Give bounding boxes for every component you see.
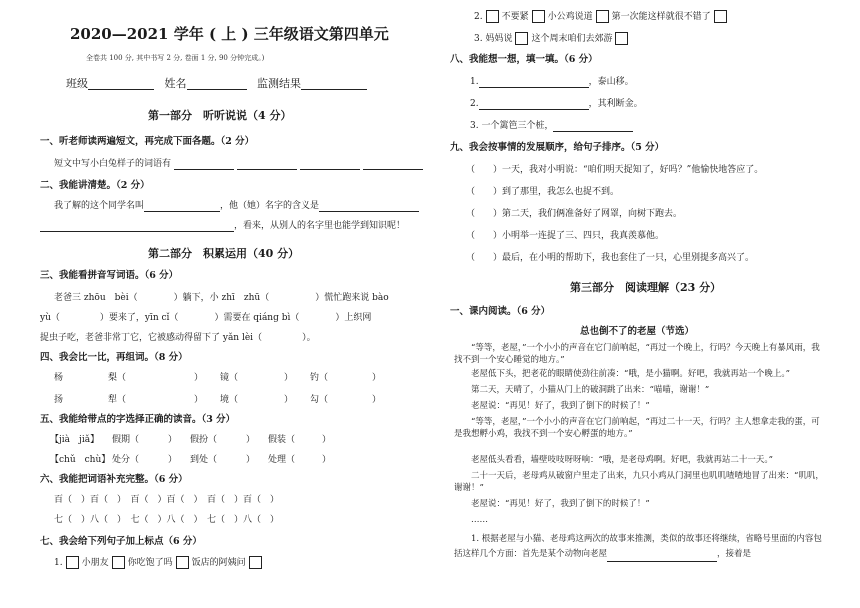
punctuation-box[interactable] [532, 10, 545, 23]
q4-paren: ） [194, 373, 204, 383]
answer-blank[interactable] [237, 159, 297, 170]
passage-paragraph: 老屋说：“再见！好了，我到了倒下的时候了！” [471, 499, 650, 509]
passage-paragraph: “等等，老屋，”一个小小的声音在它门前响起，“再过二十一天，行吗？主人想拿走我的蛋，可是我想孵小鸡，我找不到一个安心孵蛋的地方。” [454, 417, 820, 439]
result-label: 监测结果 [257, 77, 301, 90]
passage-paragraph: 老屋说：“再见！好了，我到了倒下的时候了！” [471, 401, 650, 411]
q2-text-b: ，他（她）名字的含义是 [220, 201, 320, 211]
q5-paren: ） [322, 455, 332, 465]
q7-heading: 七、我会给下列句子加上标点（6 分） [40, 536, 202, 547]
passage-paragraph: 第二天，天晴了，小猫从门上的破洞跳了出来：“喵喵，谢谢！” [471, 385, 710, 395]
q3-line2 [40, 312, 371, 324]
q4-char: 犁（ [108, 395, 127, 405]
q7-text: 不要紧 [501, 12, 529, 22]
q5-paren: ） [246, 435, 256, 445]
answer-blank[interactable] [319, 201, 419, 212]
passage-title: 总也倒不了的老屋（节选） [580, 326, 695, 337]
q4-char: 勾（ [310, 395, 329, 405]
name-label: 姓名 [164, 77, 187, 90]
q5-row2 [50, 454, 332, 466]
q3-text: ）慌忙跑来说 bào [315, 293, 389, 303]
q3-text: ）。 [302, 333, 316, 343]
q5-row1 [50, 434, 332, 446]
part2-title: 第二部分 积累运用（40 分） [148, 247, 300, 260]
q7-number: 1. [54, 558, 63, 568]
q5-paren: ） [322, 435, 332, 445]
q7-item2 [474, 10, 730, 23]
punctuation-box[interactable] [176, 556, 189, 569]
q4-paren: ） [284, 373, 294, 383]
answer-blank[interactable] [363, 159, 423, 170]
q3-line3 [40, 332, 316, 344]
punctuation-box[interactable] [249, 556, 262, 569]
q3-text: ）需要在 qiáng bì（ [214, 313, 300, 323]
q8-item3 [470, 120, 633, 132]
q7-text: 饭店的阿姨问 [191, 558, 246, 568]
punctuation-box[interactable] [596, 10, 609, 23]
question-text: ，接着是 [717, 549, 752, 559]
q9-heading: 九、我会按事情的发展顺序，给句子排序。（5 分） [450, 142, 665, 153]
q8-item1 [470, 76, 634, 88]
q3-heading: 三、我能看拼音写词语。（6 分） [40, 270, 179, 281]
q2-line2 [40, 220, 405, 232]
answer-blank[interactable] [40, 221, 234, 232]
q3-text: ）上织网 [335, 313, 372, 323]
q5-paren: ） [168, 435, 178, 445]
q5-paren: ） [168, 455, 178, 465]
q1-text: 短文中写小白兔样子的词语有 [54, 159, 172, 169]
answer-blank[interactable] [553, 121, 633, 132]
q4-char: 境（ [220, 395, 239, 405]
q9-item: （ ）到了那里，我怎么也捉不到。 [466, 187, 620, 197]
punctuation-box[interactable] [66, 556, 79, 569]
punctuation-box[interactable] [515, 32, 528, 45]
q7-item3 [474, 32, 631, 45]
q9-item: （ ）小明举一连捉了三、四只，我真羡慕他。 [466, 231, 665, 241]
q4-char: 梨（ [108, 373, 127, 383]
q9-item: （ ）一天，我对小明说：“咱们明天捉知了，好吗？”他愉快地答应了。 [466, 165, 764, 175]
exam-title: 2020—2021 学年 ( 上 ) 三年级语文第四单元 [70, 25, 389, 43]
q3-text: ）要来了，yīn cǐ（ [99, 313, 179, 323]
exam-note: 全卷共 100 分, 其中书写 2 分, 卷面 1 分, 90 分钟完成。) [86, 54, 265, 62]
q7-text: 小朋友 [81, 558, 109, 568]
passage-paragraph: 老屋低下头，把老花的眼睛使劲往前凑：“哦，是小猫啊。好吧，我就再站一个晚上。” [471, 369, 790, 379]
q5-paren: ） [246, 455, 256, 465]
q1-heading: 一、听老师读两遍短文，再完成下面各题。（2 分） [40, 136, 255, 147]
q5-heading: 五、我能给带点的字选择正确的读音。（3 分） [40, 414, 236, 425]
q8-heading: 八、我能想一想，填一填。（6 分） [450, 54, 598, 65]
q9-item: （ ）第二天，我们俩准备好了网罩，向树下跑去。 [466, 209, 683, 219]
reading-question-1 [454, 532, 828, 562]
q4-char: 杨 [54, 373, 64, 383]
answer-blank[interactable] [144, 201, 220, 212]
answer-blank[interactable] [174, 159, 234, 170]
q2-text-a: 我了解的这个同学名叫 [54, 201, 145, 211]
answer-blank[interactable] [479, 99, 589, 110]
q8-text: 3. 一个篱笆三个桩， [470, 121, 554, 131]
q5-word: 到处（ [190, 455, 218, 465]
name-field[interactable] [187, 79, 247, 90]
answer-blank[interactable] [300, 159, 360, 170]
q9-item: （ ）最后，在小明的帮助下，我也套住了一只，心里别提多高兴了。 [466, 253, 755, 263]
q3-text: ）躺下，小 zhī zhū（ [173, 293, 270, 303]
student-info-row [66, 78, 367, 90]
q4-row1 [54, 372, 394, 384]
q2-text-c: ，看来，从别人的名字里也能学到知识呢！ [234, 221, 406, 231]
q1-line [54, 158, 423, 170]
q7-number: 2. [474, 12, 483, 22]
q5-word: 假期（ [112, 435, 140, 445]
q4-heading: 四、我会比一比，再组词。（8 分） [40, 352, 188, 363]
q8-item2 [470, 98, 643, 110]
q4-row2 [54, 394, 394, 406]
q3-text: yù（ [40, 313, 60, 323]
q3-text: 老爸三 zhōu bèi（ [54, 293, 138, 303]
part3-title: 第三部分 阅读理解（23 分） [570, 281, 722, 294]
q7-text: 这个周末咱们去郊游 [531, 34, 613, 44]
q4-paren: ） [194, 395, 204, 405]
q8-number: 2. [470, 99, 479, 109]
right-page [430, 0, 860, 608]
class-field[interactable] [88, 79, 154, 90]
answer-blank[interactable] [607, 551, 717, 562]
q5-word: 假扮（ [190, 435, 218, 445]
q4-paren: ） [372, 395, 382, 405]
q3-text: 捉虫子吃，老爸非常丁它，它被感动得留下了 yǎn lèi（ [40, 333, 263, 343]
q5-word: 假装（ [268, 435, 296, 445]
q3-line1 [54, 292, 389, 304]
q6-row1: 百（ ）百（ ） 百（ ）百（ ） 百（ ）百（ ） [54, 495, 280, 505]
q7-text: 第一次能这样就很不错了 [611, 12, 711, 22]
passage-paragraph: 老屋低头看看，墙壁吱吱呀呀响：“哦，是老母鸡啊。好吧，我就再站二十一天。” [471, 455, 773, 465]
reading-heading: 一、课内阅读。（6 分） [450, 306, 551, 317]
question-text: 1. 根据老屋与小猫、老母鸡这两次的故事来推测，类似的故事还将继续，省略号里面的内容包括这样几个方面：首先是某个动物向老屋 [454, 534, 822, 559]
passage-paragraph: 二十一天后，老母鸡从破窗户里走了出来，九只小鸡从门洞里也叽叽喳喳地冒了出来：“叽叽，谢谢！” [454, 471, 824, 493]
q5-options: 【chǔ chù】 [50, 455, 111, 465]
q4-paren: ） [372, 373, 382, 383]
passage-ellipsis: …… [471, 515, 488, 525]
q2-heading: 二、我能讲清楚。（2 分） [40, 180, 150, 191]
q4-char: 扬 [54, 395, 64, 405]
q7-item1 [54, 556, 265, 569]
punctuation-box[interactable] [112, 556, 125, 569]
q5-options: 【jià jiǎ】 [50, 435, 100, 445]
q8-text: ，泰山移。 [588, 77, 634, 87]
class-label: 班级 [66, 77, 88, 90]
q2-line1 [54, 200, 419, 212]
q8-number: 1. [470, 77, 479, 87]
part1-title: 第一部分 听听说说（4 分） [148, 109, 292, 122]
result-field[interactable] [301, 79, 367, 90]
punctuation-box[interactable] [486, 10, 499, 23]
q7-text: 你吃饱了吗 [127, 558, 173, 568]
q6-heading: 六、我能把词语补充完整。（6 分） [40, 474, 188, 485]
q5-word: 处理（ [268, 455, 296, 465]
q7-text: 3. 妈妈说 [474, 34, 513, 44]
q4-char: 钓（ [310, 373, 329, 383]
punctuation-box[interactable] [714, 10, 727, 23]
punctuation-box[interactable] [615, 32, 628, 45]
q5-word: 处分（ [112, 455, 140, 465]
q4-paren: ） [284, 395, 294, 405]
q6-row2: 七（ ）八（ ） 七（ ）八（ ） 七（ ）八（ ） [54, 515, 280, 525]
q4-char: 镜（ [220, 373, 239, 383]
passage-paragraph: “等等，老屋，”一个小小的声音在它门前响起，“再过一个晚上，行吗？今天晚上有暴风雨，我找不到一个安心睡觉的地方。” [454, 343, 820, 365]
answer-blank[interactable] [479, 77, 589, 88]
q7-text: 小公鸡说道 [547, 12, 593, 22]
q8-text: ，其利断金。 [588, 99, 643, 109]
